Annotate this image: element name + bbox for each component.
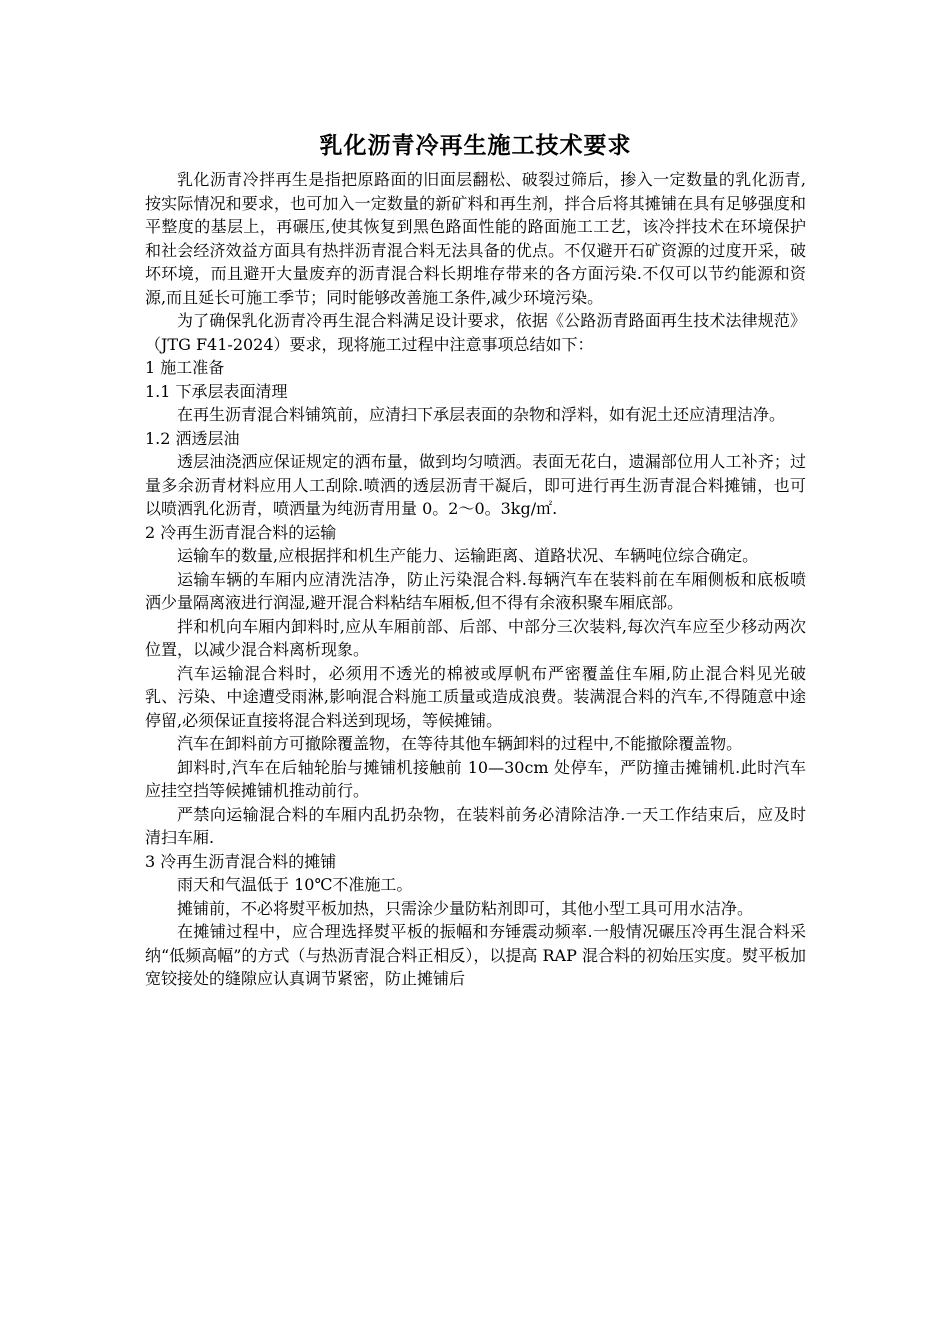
paragraph: 严禁向运输混合料的车厢内乱扔杂物，在装料前务必清除洁净.一天工作结束后，应及时清扫车厢. — [145, 804, 806, 847]
paragraph: 摊铺前，不必将熨平板加热，只需涂少量防粘剂即可，其他小型工具可用水洁净。 — [177, 898, 754, 918]
paragraph: 卸料时,汽车在后轴轮胎与摊铺机接触前 10—30cm 处停车，严防撞击摊铺机.此时汽车应挂空挡等候摊铺机推动前行。 — [145, 757, 806, 800]
paragraph: 在再生沥青混合料铺筑前，应清扫下承层表面的杂物和浮料，如有泥土还应清理洁净。 — [177, 405, 786, 424]
paragraph: 透层油浇洒应保证规定的洒布量，做到均匀喷洒。表面无花白，遗漏部位用人工补齐；过量多余沥青材料应用人工刮除.喷洒的透层沥青干凝后，即可进行再生沥青混合料摊铺，也可以喷洒乳化沥青，喷洒量为纯沥青用量 0。2～0。3kg/㎡. — [145, 452, 806, 518]
paragraph: 汽车在卸料前方可撤除覆盖物，在等待其他车辆卸料的过程中,不能撤除覆盖物。 — [177, 734, 743, 753]
section-heading: 1.1 下承层表面清理 — [145, 381, 288, 401]
document-blocks — [145, 168, 806, 991]
paragraph: 乳化沥青冷拌再生是指把原路面的旧面层翻松、破裂过筛后，掺入一定数量的乳化沥青,按实际情况和要求，也可加入一定数量的新矿料和再生剂，拌合后将其摊铺在具有足够强度和平整度的基层上，再碾压,使其恢复到黑色路面性能的路面施工工艺，该冷拌技术在环境保护和社会经济效益方面具有热拌沥青混合料无法具备的优点。不仅避开石矿资源的过度开采，破坏环境，而且避开大量废弃的沥青混合料长期堆存带来的各方面污染.不仅可以节约能源和资源,而且延长可施工季节；同时能够改善施工条件,减少环境污染。 — [145, 170, 806, 307]
paragraph: 雨天和气温低于 10℃不准施工。 — [177, 875, 413, 894]
paragraph: 汽车运输混合料时，必须用不透光的棉被或厚帆布严密覆盖住车厢,防止混合料见光破乳、污染、中途遭受雨淋,影响混合料施工质量或造成浪费。装满混合料的汽车,不得随意中途停留,必须保证直接将混合料送到现场，等候摊铺。 — [145, 663, 806, 730]
section-heading: 2 冷再生沥青混合料的运输 — [145, 522, 337, 542]
section-heading: 1.2 洒透层油 — [145, 428, 240, 448]
paragraph: 为了确保乳化沥青冷再生混合料满足设计要求，依据《公路沥青路面再生技术法律规范》（JTG F41-2024）要求，现将施工过程中注意事项总结如下： — [145, 311, 806, 354]
paragraph: 运输车辆的车厢内应清洗洁净，防止污染混合料.每辆汽车在装料前在车厢侧板和底板喷洒少量隔离液进行润湿,避开混合料粘结车厢板,但不得有余液积聚车厢底部。 — [145, 569, 806, 612]
section-heading: 3 冷再生沥青混合料的摊铺 — [145, 851, 337, 871]
section-heading: 1 施工准备 — [145, 358, 225, 377]
paragraph: 运输车的数量,应根据拌和机生产能力、运输距离、道路状况、车辆吨位综合确定。 — [177, 546, 759, 565]
paragraph: 拌和机向车厢内卸料时,应从车厢前部、后部、中部分三次装料,每次汽车应至少移动两次位置，以减少混合料离析现象。 — [145, 616, 806, 659]
document-title: 乳化沥青冷再生施工技术要求 — [319, 132, 632, 159]
document-body — [145, 130, 806, 991]
paragraph: 在摊铺过程中，应合理选择熨平板的振幅和夯锤震动频率.一般情况碾压冷再生混合料采纳“低频高幅”的方式（与热沥青混合料正相反），以提高 RAP 混合料的初始压实度。熨平板加宽铰接处的缝隙应认真调节紧密，防止摊铺后 — [145, 922, 806, 988]
